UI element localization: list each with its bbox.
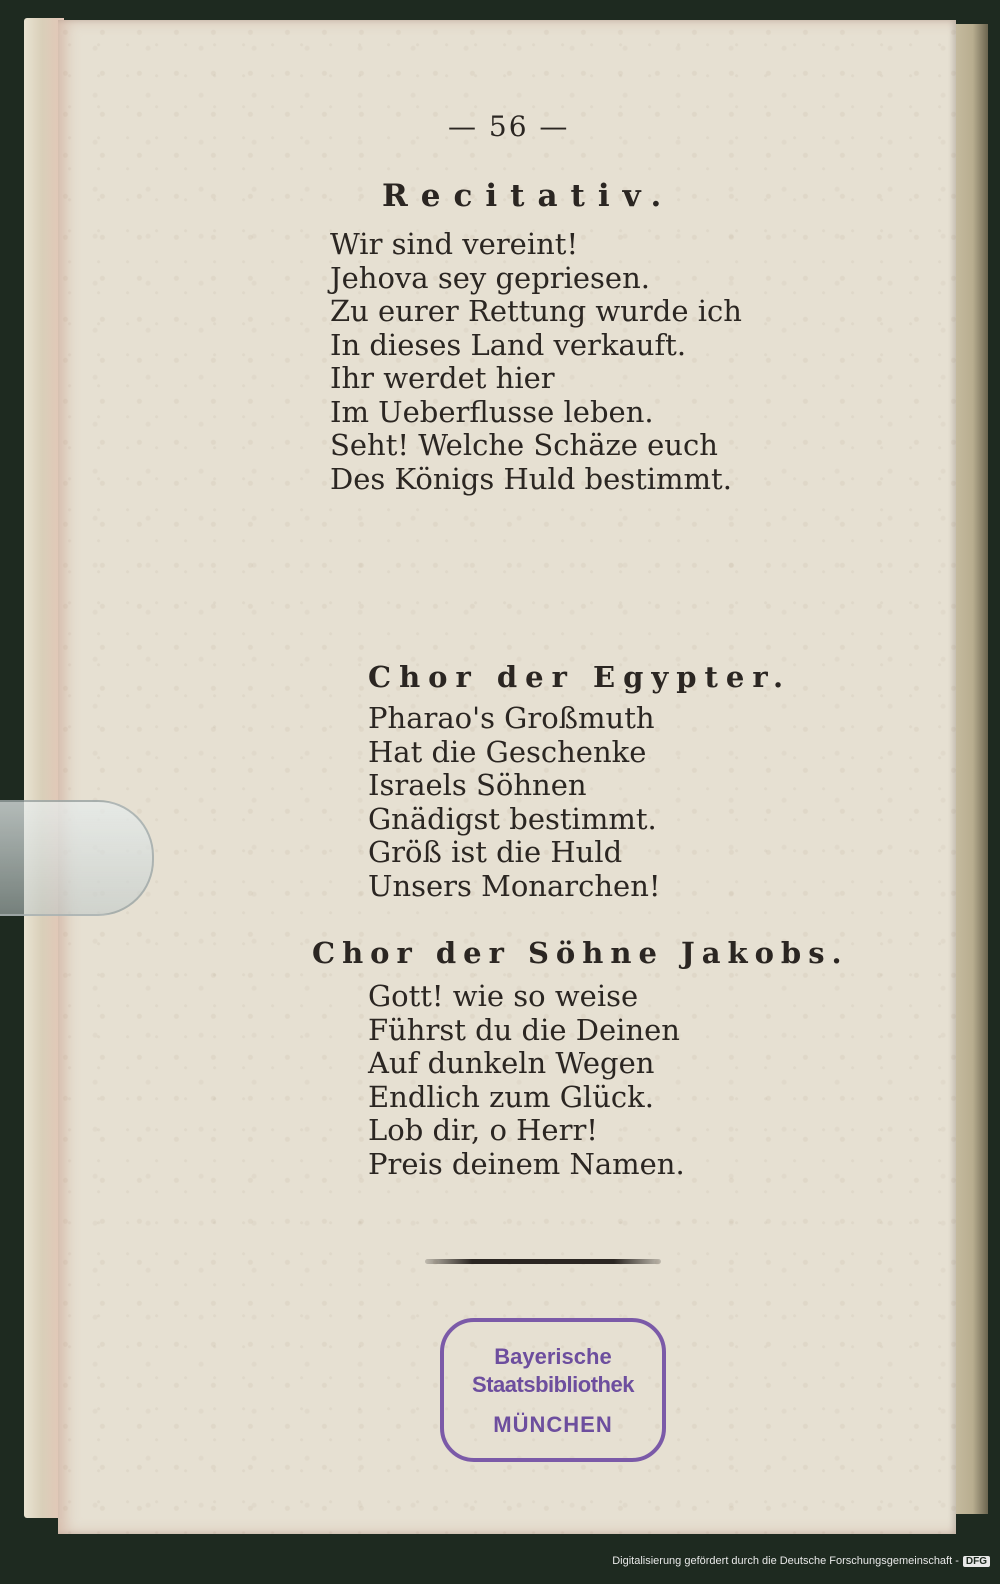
page-number: — 56 —: [448, 110, 570, 143]
dfg-logo-icon: DFG: [963, 1556, 990, 1567]
verse-line: Hat die Geschenke: [368, 734, 647, 769]
stage-direction-line: [270, 515, 890, 555]
recitativ-verse: [330, 228, 742, 496]
stamp-line: Bayerische: [494, 1344, 612, 1369]
recitativ-heading: Recitativ.: [382, 178, 675, 214]
chor-egypter-heading: Chor der Egypter.: [368, 660, 792, 694]
verse-line: Seht! Welche Schäze euch: [330, 428, 718, 462]
verse-line: In dieses Land verkauft.: [330, 327, 687, 362]
verse-line: Israels Söhnen: [368, 768, 587, 802]
stage-direction-line: [270, 555, 890, 595]
stamp-line: MÜNCHEN: [493, 1412, 613, 1437]
verse-line: Auf dunkeln Wegen: [368, 1046, 655, 1080]
verse-line: Gott! wie so weise: [368, 979, 639, 1013]
verse-line: Unsers Monarchen!: [368, 868, 661, 903]
verse-line: Lob dir, o Herr!: [368, 1113, 598, 1147]
verse-line: Jehova sey gepriesen.: [330, 260, 650, 295]
chor-soehne-heading: Chor der Söhne Jakobs.: [312, 936, 849, 970]
verse-line: Im Ueberflusse leben.: [330, 394, 654, 429]
verse-line: Des Königs Huld bestimmt.: [330, 461, 732, 496]
verse-line: Pharao's Großmuth: [368, 701, 655, 735]
verse-line: Größ ist die Huld: [368, 835, 623, 869]
stage-direction-line: [270, 595, 890, 635]
page-clip: [0, 800, 154, 916]
verse-line: Gnädigst bestimmt.: [368, 801, 657, 836]
verse-line: Wir sind vereint!: [330, 227, 579, 261]
verse-line: Endlich zum Glück.: [368, 1079, 654, 1114]
library-stamp: [440, 1318, 666, 1462]
footer-text: Digitalisierung gefördert durch die Deutsche Forschungsgemeinschaft -: [612, 1555, 959, 1567]
stamp-line: Staatsbibliothek: [472, 1372, 634, 1397]
verse-line: Zu eurer Rettung wurde ich: [330, 294, 742, 328]
end-rule: [425, 1259, 661, 1264]
stage-direction: [270, 515, 890, 635]
verse-line: Führst du die Deinen: [368, 1012, 680, 1047]
verse-line: Preis deinem Namen.: [368, 1146, 685, 1181]
chor-egypter-verse: [368, 702, 661, 903]
verse-line: Ihr werdet hier: [330, 361, 555, 395]
footer-credit: [612, 1555, 990, 1567]
chor-soehne-verse: [368, 980, 685, 1181]
